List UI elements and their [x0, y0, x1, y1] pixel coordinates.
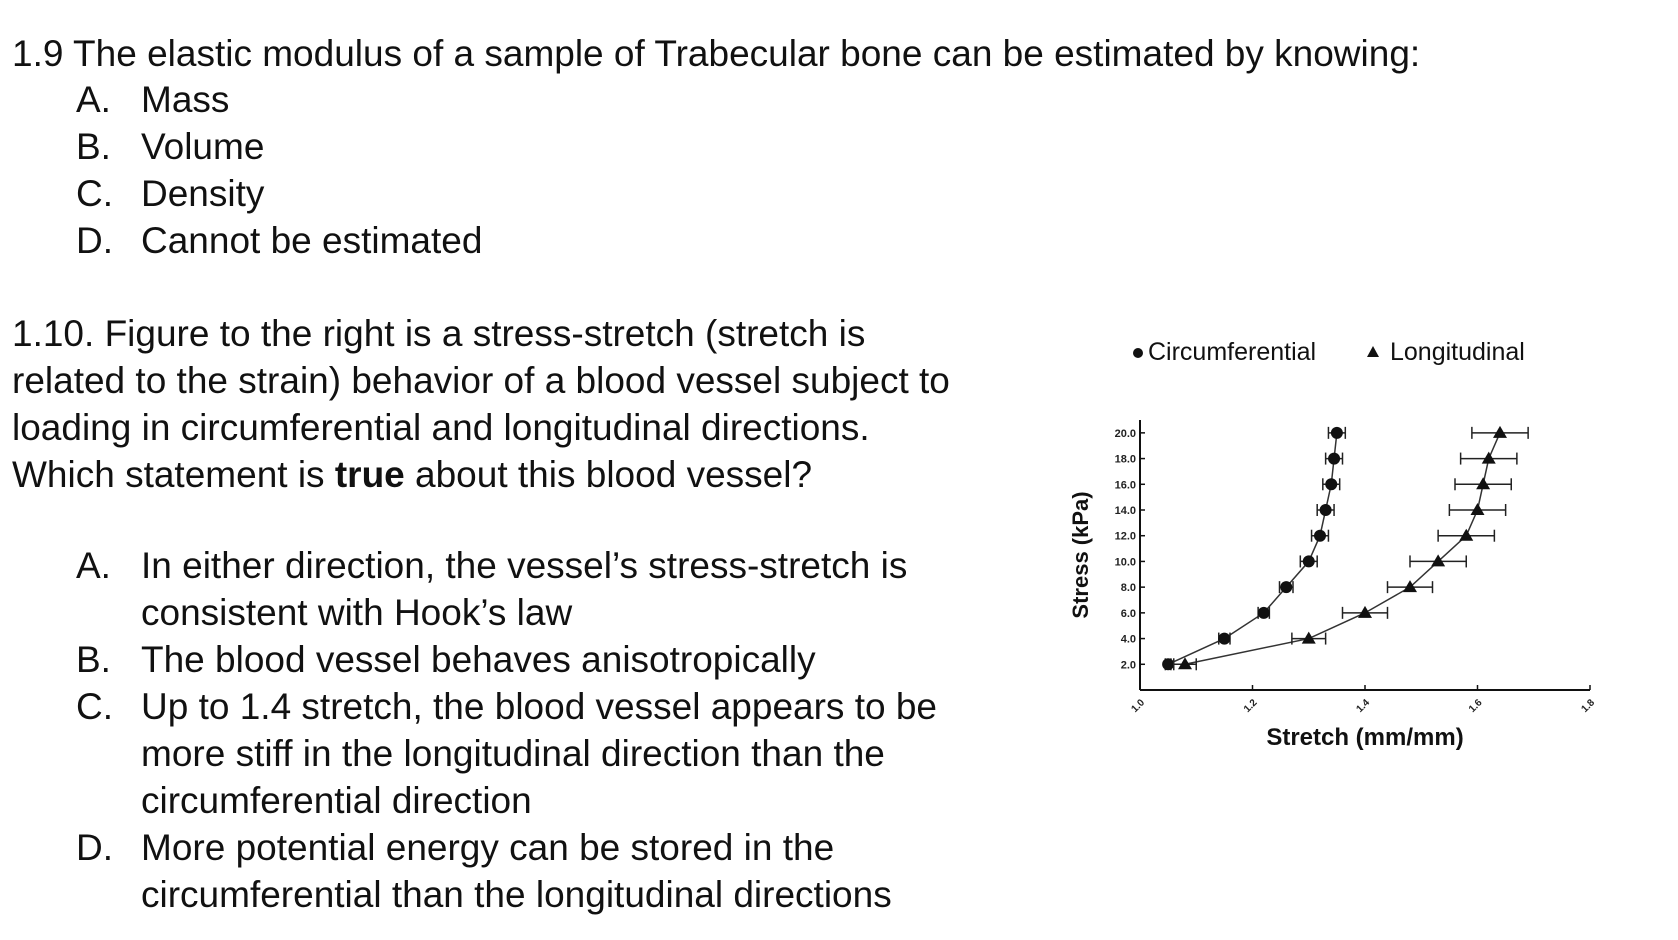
option-d[interactable] [76, 824, 1016, 918]
data-point-circle [1303, 555, 1315, 567]
emphasis-true: true [334, 454, 405, 495]
option-letter: C. [76, 173, 113, 214]
stem-text: about this blood vessel? [404, 454, 813, 495]
option-b[interactable] [76, 636, 1016, 683]
option-d[interactable] [76, 217, 482, 264]
option-a[interactable] [76, 542, 1016, 636]
option-letter: C. [76, 686, 113, 727]
y-tick-label: 10.0 [1114, 556, 1136, 569]
data-point-triangle [1471, 503, 1485, 515]
stem-text: Which statement is [12, 454, 335, 495]
option-text: Volume [141, 126, 265, 167]
question-1-9-stem: 1.9 The elastic modulus of a sample of Trabecular bone can be estimated by knowing: [12, 33, 1421, 74]
y-tick-label: 6.0 [1120, 607, 1136, 620]
option-letter: D. [76, 827, 113, 868]
legend-label-circumferential: Circumferential [1148, 340, 1317, 366]
x-tick-label: 1.6 [1466, 697, 1485, 716]
y-tick-label: 4.0 [1120, 633, 1136, 646]
y-tick-label: 14.0 [1114, 505, 1136, 517]
data-point-circle [1328, 453, 1340, 465]
data-point-circle [1320, 504, 1332, 516]
x-tick-label: 1.0 [1129, 697, 1148, 716]
data-point-triangle [1302, 632, 1316, 644]
legend-label-longitudinal: Longitudinal [1390, 340, 1525, 366]
data-point-triangle [1358, 606, 1372, 618]
option-text: More potential energy can be stored in the circumferential than the longitudinal directions [141, 827, 892, 915]
legend-circle-marker [1133, 348, 1143, 358]
question-1-10-options [76, 542, 1016, 918]
data-point-triangle [1459, 529, 1473, 541]
y-tick-label: 12.0 [1114, 530, 1136, 543]
data-point-circle [1314, 530, 1326, 542]
option-letter: B. [76, 126, 111, 167]
chart-legend [1133, 340, 1525, 366]
series-line [1185, 433, 1500, 664]
x-axis-title: Stretch (mm/mm) [1266, 724, 1464, 751]
stem-line [12, 451, 1042, 498]
option-letter: D. [76, 220, 113, 261]
option-letter: A. [76, 545, 111, 586]
question-1-10-stem [12, 310, 1042, 498]
data-point-triangle [1482, 452, 1496, 464]
option-text: Mass [141, 79, 230, 120]
stress-stretch-chart [1050, 340, 1610, 820]
y-tick-label: 2.0 [1120, 659, 1136, 672]
option-text: Density [141, 173, 265, 214]
y-axis-title: Stress (kPa) [1068, 491, 1093, 619]
series-line [1168, 433, 1337, 664]
data-point-triangle [1493, 426, 1507, 438]
stem-line: related to the strain) behavior of a blood vessel subject to [12, 360, 950, 401]
stem-line: 1.10. Figure to the right is a stress-stretch (stretch is [12, 313, 866, 354]
option-a[interactable] [76, 76, 482, 123]
data-point-circle [1331, 427, 1343, 439]
y-tick-label: 16.0 [1114, 479, 1136, 492]
data-point-circle [1162, 658, 1174, 670]
option-text: The blood vessel behaves anisotropically [141, 639, 816, 680]
option-text: Up to 1.4 stretch, the blood vessel appears to be more stiff in the longitudinal direction than the circumferential direction [141, 686, 937, 821]
x-tick-label: 1.2 [1241, 697, 1260, 716]
data-point-circle [1258, 607, 1270, 619]
stem-line: loading in circumferential and longitudinal directions. [12, 407, 870, 448]
y-tick-label: 8.0 [1120, 582, 1136, 595]
option-text: In either direction, the vessel’s stress-stretch is consistent with Hook’s law [141, 545, 908, 633]
legend-triangle-marker [1367, 346, 1379, 357]
option-c[interactable] [76, 683, 1016, 824]
data-point-triangle [1476, 477, 1490, 489]
data-point-circle [1218, 633, 1230, 645]
x-tick-label: 1.8 [1579, 697, 1598, 716]
x-tick-label: 1.4 [1354, 697, 1373, 716]
option-letter: B. [76, 639, 111, 680]
y-tick-label: 20.0 [1114, 427, 1136, 440]
data-point-circle [1280, 581, 1292, 593]
option-text: Cannot be estimated [141, 220, 483, 261]
y-tick-label: 18.0 [1114, 453, 1136, 466]
option-letter: A. [76, 79, 111, 120]
option-c[interactable] [76, 170, 482, 217]
option-b[interactable] [76, 123, 482, 170]
data-point-circle [1325, 478, 1337, 490]
question-1-9-options [76, 76, 482, 264]
